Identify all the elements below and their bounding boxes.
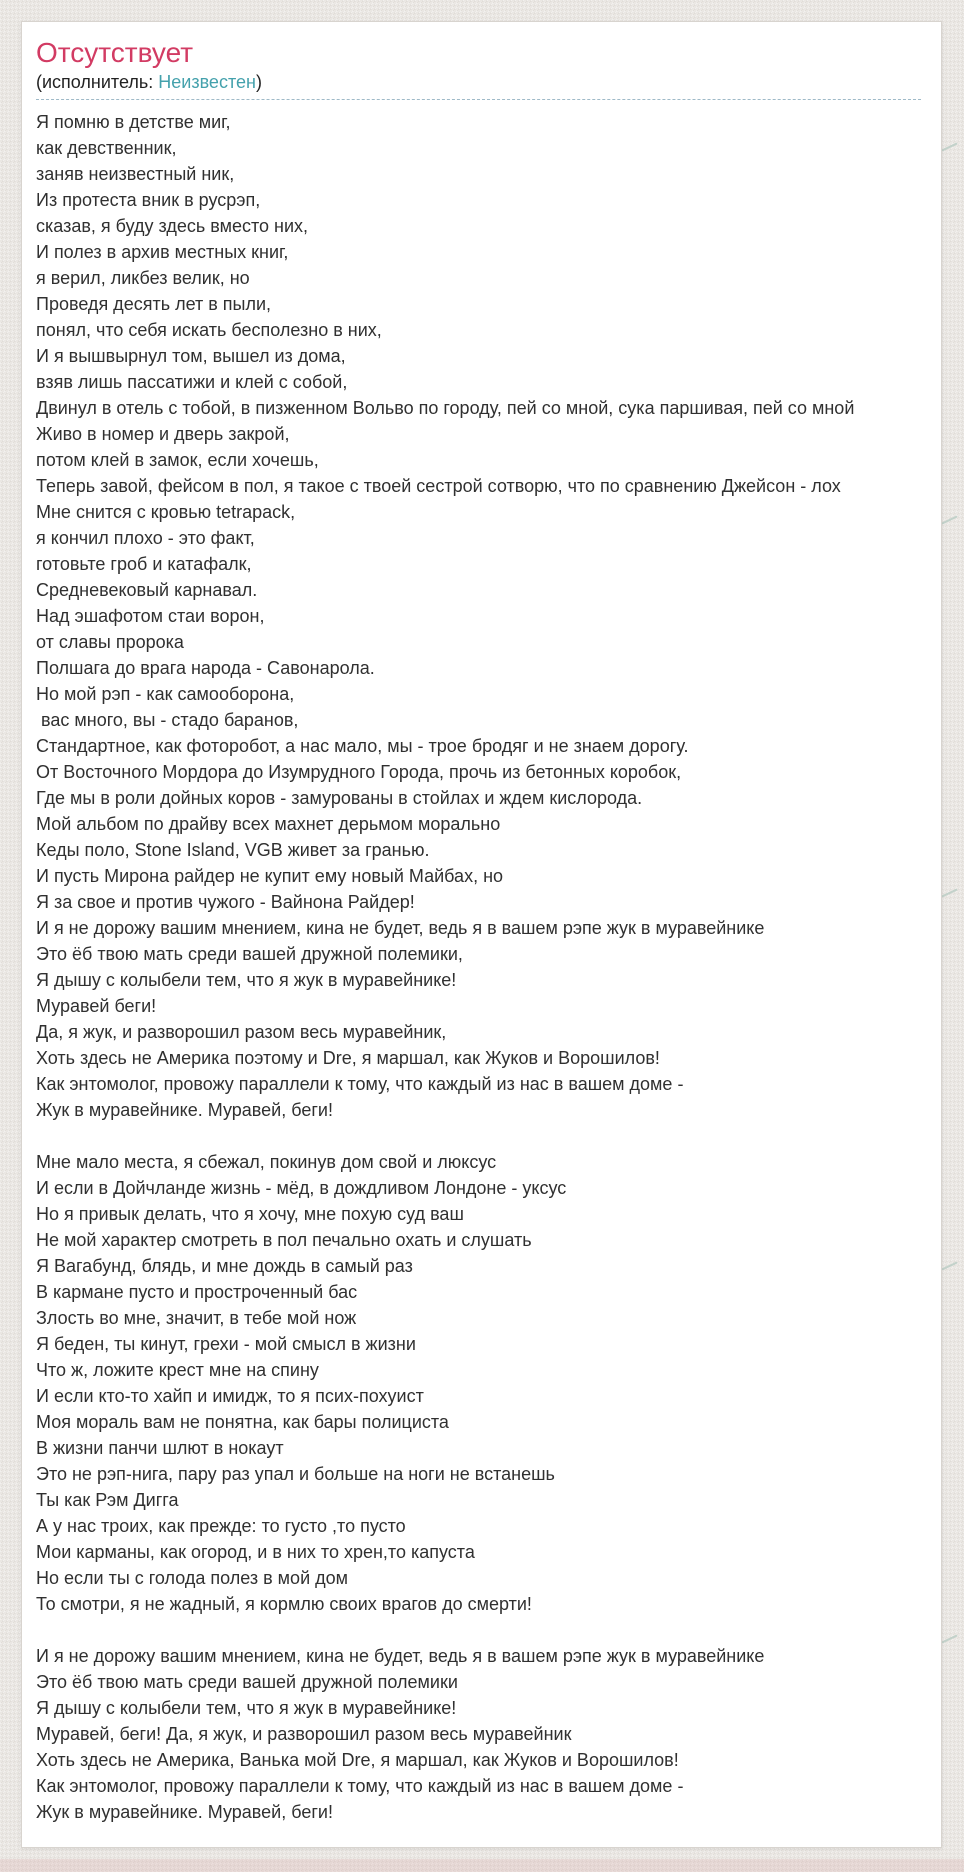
lyric-line: И если в Дойчланде жизнь - мёд, в дождливом Лондоне - уксус [36, 1178, 567, 1198]
lyric-line: Жук в муравейнике. Муравей, беги! [36, 1100, 333, 1120]
lyric-line: Муравей беги! [36, 996, 157, 1016]
dashed-separator [36, 99, 921, 100]
artist-line [36, 70, 941, 94]
lyric-line: Что ж, ложите крест мне на спину [36, 1360, 319, 1380]
lyric-line: понял, что себя искать бесполезно в них, [36, 320, 382, 340]
lyric-line: И если кто-то хайп и имидж, то я псих-похуист [36, 1386, 424, 1406]
lyric-line: я верил, ликбез велик, но [36, 268, 250, 288]
lyric-line: Не мой характер смотреть в пол печально охать и слушать [36, 1230, 532, 1250]
lyric-line: От Восточного Мордора до Изумрудного Города, прочь из бетонных коробок, [36, 762, 682, 782]
lyric-line: Я беден, ты кинут, грехи - мой смысл в жизни [36, 1334, 416, 1354]
artist-label: (исполнитель: [36, 72, 159, 92]
lyric-line: готовьте гроб и катафалк, [36, 554, 252, 574]
lyric-line: И я вышвырнул том, вышел из дома, [36, 346, 346, 366]
lyric-line: И я не дорожу вашим мнением, кина не будет, ведь я в вашем рэпе жук в муравейнике [36, 1646, 765, 1666]
lyric-line: Я дышу с колыбели тем, что я жук в муравейнике! [36, 1698, 457, 1718]
lyric-line: Из протеста вник в русрэп, [36, 190, 261, 210]
lyric-line: Двинул в отель с тобой, в пизженном Вольво по городу, пей со мной, сука паршивая, пей со мной [36, 398, 855, 418]
lyric-line: Мне снится с кровью tetrapack, [36, 502, 296, 522]
lyric-line: Это не рэп-нига, пару раз упал и больше на ноги не встанешь [36, 1464, 555, 1484]
lyric-line: Я дышу с колыбели тем, что я жук в муравейнике! [36, 970, 457, 990]
card-content [22, 22, 941, 1825]
lyric-line: Хоть здесь не Америка, Ванька мой Dre, я маршал, как Жуков и Ворошилов! [36, 1750, 679, 1770]
artist-link[interactable]: Неизвестен [158, 72, 256, 92]
lyric-line: Жук в муравейнике. Муравей, беги! [36, 1802, 333, 1822]
lyric-line: Где мы в роли дойных коров - замурованы в стойлах и ждем кислорода. [36, 788, 643, 808]
lyric-line: И я не дорожу вашим мнением, кина не будет, ведь я в вашем рэпе жук в муравейнике [36, 918, 765, 938]
lyric-line: Как энтомолог, провожу параллели к тому, что каждый из нас в вашем доме - [36, 1776, 684, 1796]
lyric-line: Ты как Рэм Дигга [36, 1490, 179, 1510]
stanza-gap [36, 1617, 941, 1643]
lyric-line: Полшага до врага народа - Савонарола. [36, 658, 375, 678]
lyric-line: Мой альбом по драйву всех махнет дерьмом морально [36, 814, 501, 834]
lyrics-text [36, 109, 941, 1825]
lyric-line: Да, я жук, и разворошил разом весь муравейник, [36, 1022, 447, 1042]
lyric-line: как девственник, [36, 138, 177, 158]
lyric-line: Злость во мне, значит, в тебе мой нож [36, 1308, 357, 1328]
lyric-line: Теперь завой, фейсом в пол, я такое с твоей сестрой сотворю, что по сравнению Джейсон - лох [36, 476, 841, 496]
lyric-line: А у нас троих, как прежде: то густо ,то пусто [36, 1516, 406, 1536]
lyric-line: Муравей, беги! Да, я жук, и разворошил разом весь муравейник [36, 1724, 572, 1744]
lyric-line: То смотри, я не жадный, я кормлю своих врагов до смерти! [36, 1594, 532, 1614]
lyric-line: Кеды поло, Stone Island, VGB живет за гранью. [36, 840, 430, 860]
lyric-line: я кончил плохо - это факт, [36, 528, 255, 548]
song-title: Отсутствует [36, 37, 194, 68]
lyric-line: Проведя десять лет в пыли, [36, 294, 272, 314]
lyric-line: Над эшафотом стаи ворон, [36, 606, 265, 626]
lyric-line: вас много, вы - стадо баранов, [36, 710, 299, 730]
lyric-line: И пусть Мирона райдер не купит ему новый Майбах, но [36, 866, 504, 886]
lyric-line: взяв лишь пассатижи и клей с собой, [36, 372, 348, 392]
artist-label-close: ) [255, 72, 262, 92]
stanza-gap [36, 1123, 941, 1149]
lyric-line: Хоть здесь не Америка поэтому и Dre, я маршал, как Жуков и Ворошилов! [36, 1048, 660, 1068]
stitch-mark [941, 889, 957, 898]
stitch-mark [941, 1262, 957, 1271]
bottom-strip [0, 1859, 964, 1872]
lyric-line: заняв неизвестный ник, [36, 164, 235, 184]
lyric-line: В кармане пусто и простроченный бас [36, 1282, 358, 1302]
lyric-line: потом клей в замок, если хочешь, [36, 450, 319, 470]
lyric-line: Моя мораль вам не понятна, как бары полициста [36, 1412, 449, 1432]
lyric-line: Как энтомолог, провожу параллели к тому, что каждый из нас в вашем доме - [36, 1074, 684, 1094]
lyric-line: от славы пророка [36, 632, 184, 652]
stitch-mark [941, 143, 957, 152]
lyric-line: Я Вагабунд, блядь, и мне дождь в самый раз [36, 1256, 413, 1276]
lyric-line: Но мой рэп - как самооборона, [36, 684, 295, 704]
lyric-line: Но если ты с голода полез в мой дом [36, 1568, 349, 1588]
lyric-line: сказав, я буду здесь вместо них, [36, 216, 309, 236]
lyric-line: Мне мало места, я сбежал, покинув дом свой и люксус [36, 1152, 497, 1172]
lyric-line: Стандартное, как фоторобот, а нас мало, мы - трое бродяг и не знаем дорогу. [36, 736, 689, 756]
lyric-line: Средневековый карнавал. [36, 580, 258, 600]
lyric-line: Но я привык делать, что я хочу, мне похую суд ваш [36, 1204, 464, 1224]
stitch-mark [941, 1635, 957, 1644]
stitch-mark [941, 516, 957, 525]
lyric-line: Я за свое и против чужого - Вайнона Райдер! [36, 892, 415, 912]
lyric-line: И полез в архив местных книг, [36, 242, 289, 262]
lyric-line: Это ёб твою мать среди вашей дружной полемики [36, 1672, 458, 1692]
lyric-line: Это ёб твою мать среди вашей дружной полемики, [36, 944, 463, 964]
lyric-line: Мои карманы, как огород, и в них то хрен,то капуста [36, 1542, 475, 1562]
lyric-line: Живо в номер и дверь закрой, [36, 424, 290, 444]
lyric-line: В жизни панчи шлют в нокаут [36, 1438, 284, 1458]
lyric-line: Я помню в детстве миг, [36, 112, 231, 132]
lyrics-card [21, 21, 942, 1848]
